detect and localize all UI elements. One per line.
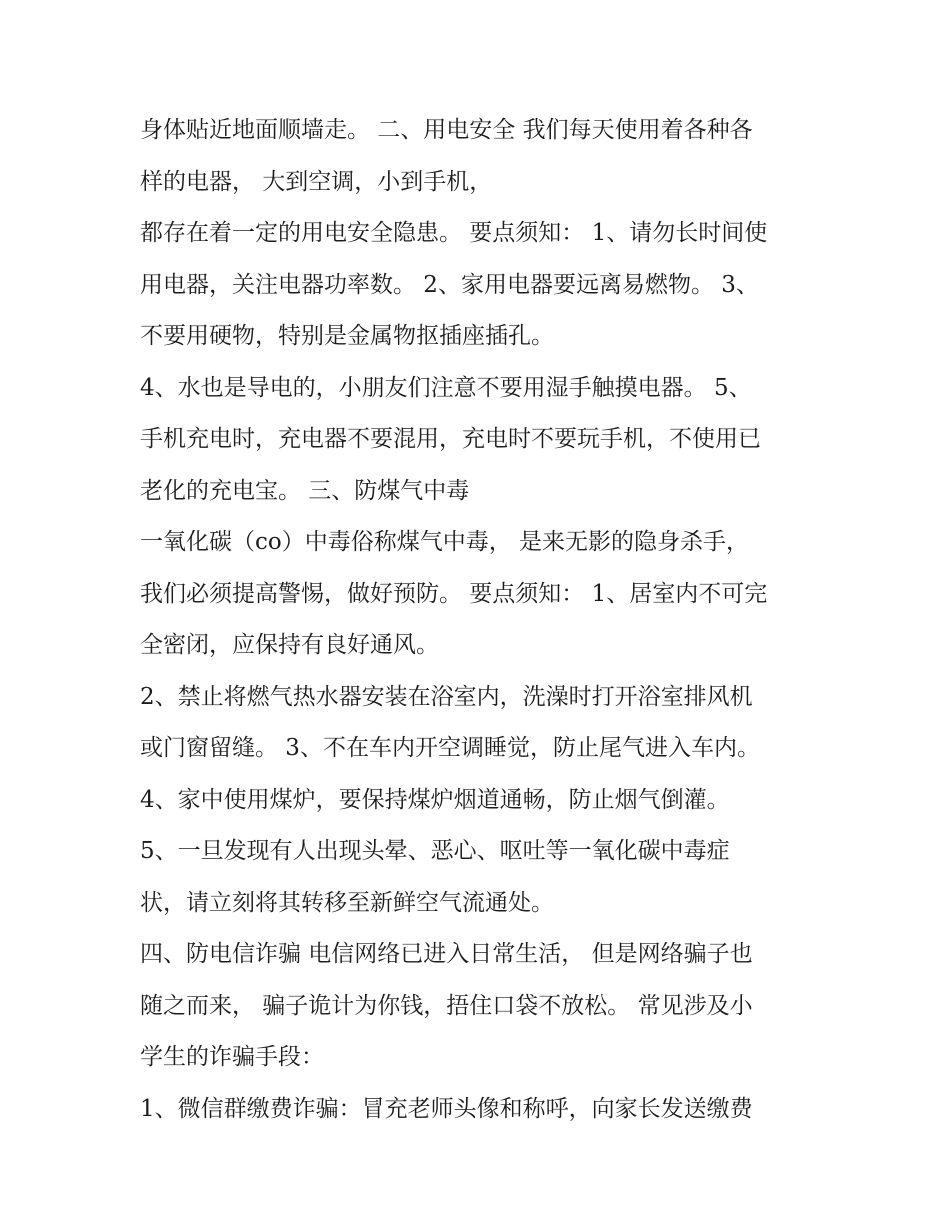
text-line: 一氧化碳（co）中毒俗称煤气中毒， 是来无影的隐身杀手， bbox=[140, 529, 750, 555]
text-line: 样的电器， 大到空调，小到手机， bbox=[140, 168, 493, 195]
text-line: 全密闭，应保持有良好通风。 bbox=[140, 632, 439, 658]
text-line: 用电器，关注电器功率数。 2、家用电器要远离易燃物。 3、 bbox=[140, 271, 759, 298]
text-line: 或门窗留缝。 3、不在车内开空调睡觉，防止尾气进入车内。 bbox=[140, 735, 760, 761]
text-line: 不要用硬物，特别是金属物抠插座插孔。 bbox=[140, 323, 554, 349]
text-line: 我们必须提高警惕，做好预防。 要点须知： 1、居室内不可完 bbox=[140, 580, 768, 607]
text-line: 状，请立刻将其转移至新鲜空气流通处。 bbox=[140, 889, 554, 916]
text-line: 手机充电时，充电器不要混用，充电时不要玩手机，不使用已 bbox=[140, 426, 761, 452]
text-line: 4、家中使用煤炉，要保持煤炉烟道通畅，防止烟气倒灌。 bbox=[140, 786, 730, 813]
text-line: 学生的诈骗手段： bbox=[140, 1044, 324, 1070]
text-line: 四、防电信诈骗 电信网络已进入日常生活， 但是网络骗子也 bbox=[140, 941, 753, 967]
text-line: 随之而来， 骗子诡计为你钱，捂住口袋不放松。 常见涉及小 bbox=[140, 992, 753, 1019]
text-line: 身体贴近地面顺墙走。 二、用电安全 我们每天使用着各种各 bbox=[140, 117, 753, 143]
document-body bbox=[140, 105, 830, 1135]
text-line: 1、微信群缴费诈骗：冒充老师头像和称呼，向家长发送缴费 bbox=[140, 1095, 753, 1122]
text-line: 老化的充电宝。 三、防煤气中毒 bbox=[140, 477, 470, 504]
text-line: 都存在着一定的用电安全隐患。 要点须知： 1、请勿长时间使 bbox=[140, 220, 768, 246]
text-line: 2、禁止将燃气热水器安装在浴室内，洗澡时打开浴室排风机 bbox=[140, 683, 753, 710]
text-line: 5、一旦发现有人出现头晕、恶心、呕吐等一氧化碳中毒症 bbox=[140, 838, 730, 864]
text-line: 4、水也是导电的，小朋友们注意不要用湿手触摸电器。 5、 bbox=[140, 374, 752, 401]
